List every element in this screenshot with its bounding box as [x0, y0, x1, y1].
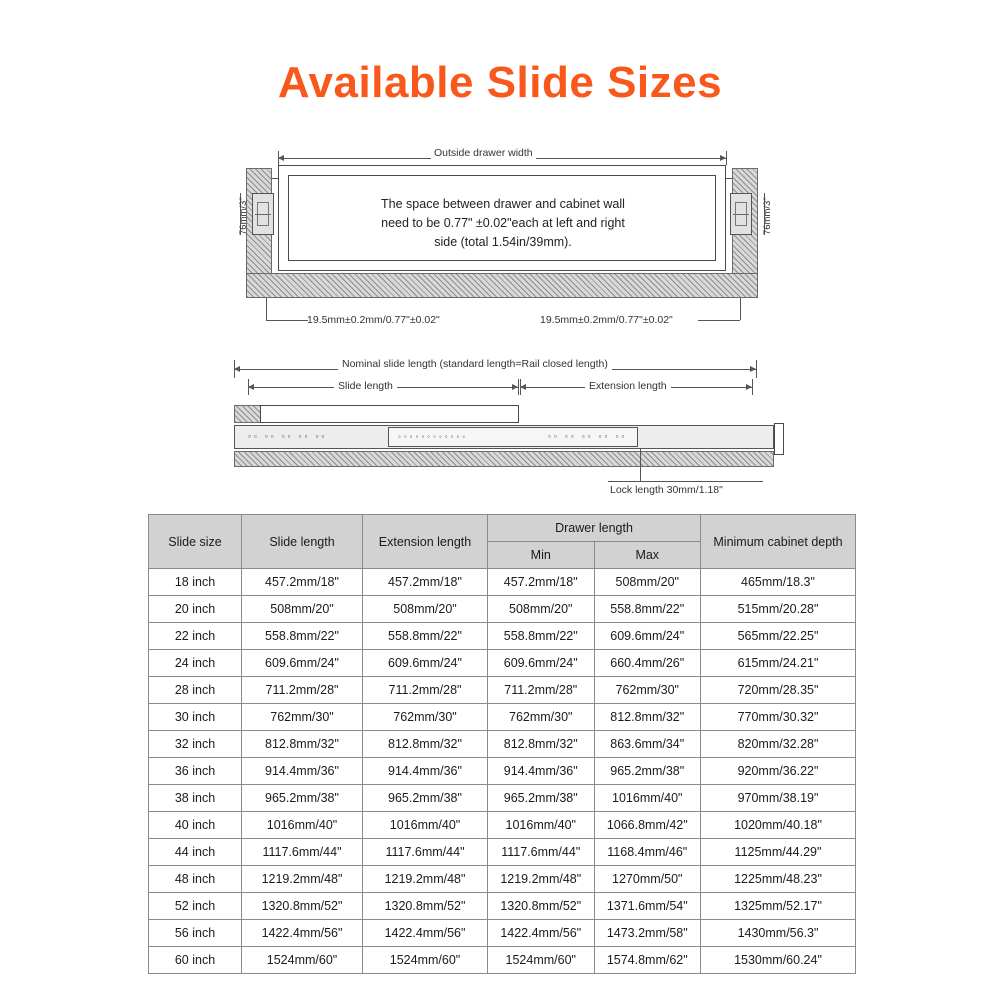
slide-icon-right [730, 193, 752, 235]
table-cell: 1422.4mm/56" [488, 920, 595, 947]
table-cell: 465mm/18.3" [701, 569, 856, 596]
table-cell: 558.8mm/22" [363, 623, 488, 650]
table-cell: 515mm/20.28" [701, 596, 856, 623]
label-nominal-slide-length: Nominal slide length (standard length=Rail closed length) [338, 358, 612, 370]
table-row [149, 812, 856, 839]
table-cell: 1016mm/40" [242, 812, 363, 839]
table-cell: 820mm/32.28" [701, 731, 856, 758]
table-cell: 965.2mm/38" [594, 758, 701, 785]
table-cell: 914.4mm/36" [363, 758, 488, 785]
table-cell: 711.2mm/28" [488, 677, 595, 704]
table-row [149, 920, 856, 947]
table-cell: 970mm/38.19" [701, 785, 856, 812]
table-cell: 812.8mm/32" [242, 731, 363, 758]
table-cell: 965.2mm/38" [242, 785, 363, 812]
clearance-note [308, 195, 698, 251]
table-cell: 1270mm/50" [594, 866, 701, 893]
table-cell: 22 inch [149, 623, 242, 650]
table-cell: 1016mm/40" [363, 812, 488, 839]
table-cell: 609.6mm/24" [242, 650, 363, 677]
table-cell: 914.4mm/36" [488, 758, 595, 785]
th-min-cabinet-depth: Minimum cabinet depth [701, 515, 856, 569]
table-cell: 28 inch [149, 677, 242, 704]
table-cell: 44 inch [149, 839, 242, 866]
table-cell: 920mm/36.22" [701, 758, 856, 785]
gap-right-leader [740, 298, 741, 320]
label-outside-drawer-width: Outside drawer width [431, 147, 536, 159]
rail-dots-mid: ◦◦◦◦◦◦◦◦◦◦◦◦ [398, 432, 469, 441]
table-cell: 1524mm/60" [242, 947, 363, 974]
table-cell: 558.8mm/22" [242, 623, 363, 650]
table-cell: 863.6mm/34" [594, 731, 701, 758]
table-cell: 1016mm/40" [488, 812, 595, 839]
table-cell: 24 inch [149, 650, 242, 677]
table-row [149, 650, 856, 677]
table-cell: 1225mm/48.23" [701, 866, 856, 893]
dim-slide-arrow-right [512, 384, 518, 390]
table-cell: 762mm/30" [594, 677, 701, 704]
table-cell: 20 inch [149, 596, 242, 623]
table-cell: 1524mm/60" [488, 947, 595, 974]
table-cell: 762mm/30" [242, 704, 363, 731]
table-cell: 1320.8mm/52" [242, 893, 363, 920]
table-cell: 812.8mm/32" [488, 731, 595, 758]
table-cell: 914.4mm/36" [242, 758, 363, 785]
table-row [149, 785, 856, 812]
label-left-height: 76mm/3" [238, 197, 249, 235]
dim-slide-right-tick [518, 379, 519, 395]
rail-dots-right: ▫▫ ▫▫ ▫▫ ▫▫ ▫▫ [548, 432, 628, 441]
table-cell: 1473.2mm/58" [594, 920, 701, 947]
gap-right-leader-h [698, 320, 740, 321]
dim-outside-right-tick [726, 151, 727, 165]
table-row [149, 758, 856, 785]
dim-ext-right-tick [752, 379, 753, 395]
th-slide-length: Slide length [242, 515, 363, 569]
gap-left-leader-h [266, 320, 308, 321]
table-cell: 1371.6mm/54" [594, 893, 701, 920]
table-row [149, 893, 856, 920]
table-cell: 508mm/20" [594, 569, 701, 596]
table-row [149, 947, 856, 974]
label-gap-left: 19.5mm±0.2mm/0.77"±0.02" [307, 314, 440, 326]
table-cell: 1524mm/60" [363, 947, 488, 974]
table-row [149, 839, 856, 866]
rail-dots-left: ▫▫ ▫▫ ▫▫ ▫▫ ▫▫ [248, 432, 328, 441]
table-cell: 558.8mm/22" [594, 596, 701, 623]
table-cell: 48 inch [149, 866, 242, 893]
table-body [149, 569, 856, 974]
table-cell: 1320.8mm/52" [488, 893, 595, 920]
table-row [149, 866, 856, 893]
table-cell: 762mm/30" [488, 704, 595, 731]
table-cell: 1325mm/52.17" [701, 893, 856, 920]
table-cell: 812.8mm/32" [363, 731, 488, 758]
table-cell: 770mm/30.32" [701, 704, 856, 731]
table-cell: 1117.6mm/44" [363, 839, 488, 866]
table-row [149, 623, 856, 650]
table-cell: 609.6mm/24" [363, 650, 488, 677]
label-gap-right: 19.5mm±0.2mm/0.77"±0.02" [540, 314, 673, 326]
table-cell: 508mm/20" [363, 596, 488, 623]
table-row [149, 569, 856, 596]
table-cell: 711.2mm/28" [363, 677, 488, 704]
table-cell: 1117.6mm/44" [242, 839, 363, 866]
table-cell: 38 inch [149, 785, 242, 812]
gap-left-leader [266, 298, 267, 320]
table-cell: 1219.2mm/48" [363, 866, 488, 893]
table-cell: 711.2mm/28" [242, 677, 363, 704]
dim-ext-arrow-right [746, 384, 752, 390]
table-cell: 18 inch [149, 569, 242, 596]
table-header-row-1 [149, 515, 856, 542]
table-row [149, 677, 856, 704]
dim-nominal-arrow-right [750, 366, 756, 372]
dim-outside-arrow-left [278, 155, 284, 161]
table-cell: 508mm/20" [242, 596, 363, 623]
dim-nominal-arrow-left [234, 366, 240, 372]
dim-ext-arrow-left [520, 384, 526, 390]
table-cell: 609.6mm/24" [594, 623, 701, 650]
label-lock-length: Lock length 30mm/1.18" [610, 484, 723, 496]
th-drawer-length: Drawer length [488, 515, 701, 542]
table-cell: 1219.2mm/48" [242, 866, 363, 893]
table-cell: 1066.8mm/42" [594, 812, 701, 839]
table-cell: 1117.6mm/44" [488, 839, 595, 866]
slide-sizes-table [148, 514, 856, 974]
table-cell: 720mm/28.35" [701, 677, 856, 704]
table-cell: 1016mm/40" [594, 785, 701, 812]
table-cell: 1219.2mm/48" [488, 866, 595, 893]
table-cell: 565mm/22.25" [701, 623, 856, 650]
table-cell: 1422.4mm/56" [363, 920, 488, 947]
label-right-height: 76mm/3" [762, 197, 773, 235]
table-cell: 660.4mm/26" [594, 650, 701, 677]
th-extension-length: Extension length [363, 515, 488, 569]
table-cell: 762mm/30" [363, 704, 488, 731]
table-cell: 609.6mm/24" [488, 650, 595, 677]
table-cell: 40 inch [149, 812, 242, 839]
table-head [149, 515, 856, 569]
page-title: Available Slide Sizes [277, 58, 723, 107]
slide-icon-left [252, 193, 274, 235]
table-cell: 56 inch [149, 920, 242, 947]
table-cell: 1168.4mm/46" [594, 839, 701, 866]
clearance-note-line2: need to be 0.77" ±0.02"each at left and right [381, 215, 625, 230]
table-cell: 32 inch [149, 731, 242, 758]
table-cell: 812.8mm/32" [594, 704, 701, 731]
slide-sizes-table-wrapper [148, 514, 856, 974]
table-cell: 1430mm/56.3" [701, 920, 856, 947]
table-cell: 457.2mm/18" [363, 569, 488, 596]
table-cell: 615mm/24.21" [701, 650, 856, 677]
table-cell: 965.2mm/38" [488, 785, 595, 812]
clearance-note-line3: side (total 1.54in/39mm). [434, 234, 572, 249]
th-drawer-max: Max [594, 542, 701, 569]
dim-slide-arrow-left [248, 384, 254, 390]
table-cell: 52 inch [149, 893, 242, 920]
table-cell: 60 inch [149, 947, 242, 974]
rail-end-cap [774, 423, 784, 455]
table-cell: 30 inch [149, 704, 242, 731]
dim-nominal-right-tick [756, 360, 757, 378]
table-cell: 1530mm/60.24" [701, 947, 856, 974]
table-cell: 1020mm/40.18" [701, 812, 856, 839]
label-slide-length: Slide length [334, 380, 397, 392]
table-cell: 457.2mm/18" [488, 569, 595, 596]
lock-leader-h [608, 481, 763, 482]
drawer-member-top [260, 405, 519, 423]
table-cell: 965.2mm/38" [363, 785, 488, 812]
cabinet-top-view-diagram [148, 133, 856, 358]
slide-side-view-diagram [148, 360, 856, 510]
clearance-note-line1: The space between drawer and cabinet wall [381, 197, 625, 211]
cabinet-member-bottom [234, 451, 774, 467]
table-row [149, 731, 856, 758]
th-slide-size: Slide size [149, 515, 242, 569]
table-cell: 1125mm/44.29" [701, 839, 856, 866]
dim-outside-arrow-right [720, 155, 726, 161]
table-cell: 1320.8mm/52" [363, 893, 488, 920]
th-drawer-min: Min [488, 542, 595, 569]
table-cell: 457.2mm/18" [242, 569, 363, 596]
table-row [149, 596, 856, 623]
table-cell: 508mm/20" [488, 596, 595, 623]
cabinet-back-panel [246, 273, 758, 298]
table-cell: 1422.4mm/56" [242, 920, 363, 947]
table-cell: 36 inch [149, 758, 242, 785]
table-cell: 558.8mm/22" [488, 623, 595, 650]
label-extension-length: Extension length [585, 380, 671, 392]
lock-leader-line [640, 449, 641, 481]
table-row [149, 704, 856, 731]
table-cell: 1574.8mm/62" [594, 947, 701, 974]
